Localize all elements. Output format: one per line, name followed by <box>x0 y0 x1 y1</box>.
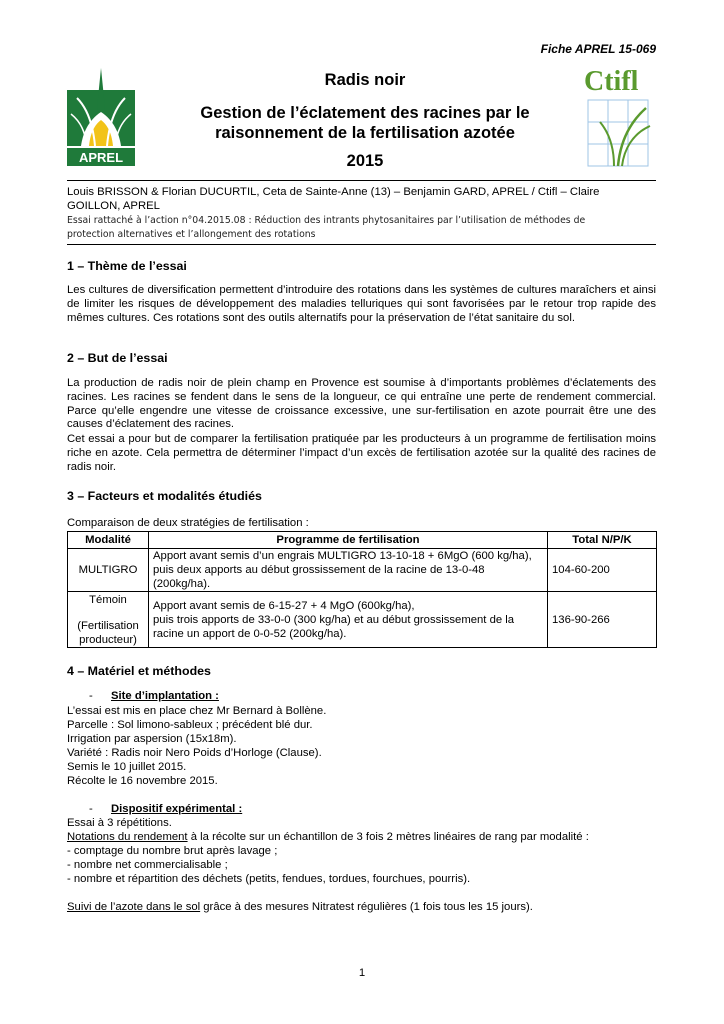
aprel-logo <box>67 68 135 166</box>
cell-total: 136-90-266 <box>548 592 657 648</box>
site-line: Parcelle : Sol limono-sableux ; précédent blé dur. <box>67 719 313 731</box>
fiche-reference: Fiche APREL 15-069 <box>540 42 656 56</box>
table-row <box>68 592 657 648</box>
aprel-logo-text: APREL <box>78 150 124 165</box>
action-note <box>67 214 656 242</box>
site-heading-text: Site d’implantation : <box>111 690 219 702</box>
cell-modalite <box>68 592 149 648</box>
authors-rule <box>67 244 656 245</box>
col-header-programme: Programme de fertilisation <box>149 532 548 549</box>
cell-programme-line-2: puis trois apports de 33-0-0 (300 kg/ha) et au début grossissement de la racine un apport de 0-0-52 (200kg/ha). <box>153 613 515 640</box>
table-caption: Comparaison de deux stratégies de fertilisation : <box>67 517 309 529</box>
fertilisation-table <box>67 531 657 648</box>
ctifl-logo <box>584 64 656 168</box>
cell-total: 104-60-200 <box>548 549 657 592</box>
table-header-row <box>68 532 657 549</box>
cell-programme-line-1: Apport avant semis de 6-15-27 + 4 MgO (600kg/ha), <box>153 599 415 612</box>
title-line-1: Gestion de l’éclatement des racines par le <box>200 104 530 122</box>
suivi-line <box>67 901 533 915</box>
notations-line <box>67 831 589 845</box>
site-line: Semis le 10 juillet 2015. <box>67 761 187 773</box>
section-4-heading: 4 – Matériel et méthodes <box>67 664 211 678</box>
dispositif-heading: - Dispositif expérimental : <box>89 803 243 815</box>
cell-programme <box>149 592 548 648</box>
site-heading: - Site d’implantation : <box>89 690 219 702</box>
cell-modalite: MULTIGRO <box>68 549 149 592</box>
notations-text: à la récolte sur un échantillon de 3 fois 2 mètres linéaires de rang par modalité : <box>187 831 589 843</box>
cell-programme: Apport avant semis d’un engrais MULTIGRO 13-10-18 + 6MgO (600 kg/ha), puis deux apports au début grossissement de la racine de 13-0-48 (200kg/ha). <box>149 549 548 592</box>
table-row <box>68 549 657 592</box>
site-line: L’essai est mis en place chez Mr Bernard à Bollène. <box>67 705 327 717</box>
cell-modalite-sub: (Fertilisation producteur) <box>77 619 139 646</box>
action-note-line-1: Essai rattaché à l’action n°04.2015.08 : Réduction des intrants phytosanitaires par l’utilisation de méthodes de <box>67 215 586 226</box>
notations-underlined: Notations du rendement <box>67 831 188 843</box>
header-rule <box>67 180 656 181</box>
section-3-heading: 3 – Facteurs et modalités étudiés <box>67 489 262 503</box>
section-2-para-2: Cet essai a pour but de comparer la fertilisation pratiquée par les producteurs à un programme de fertilisation moins riche en azote. Cela permettra de déterminer l’impact d’un excès de fertilisation azotée sur la qualité des racines de radis noir. <box>67 433 656 473</box>
col-header-total: Total N/P/K <box>548 532 657 549</box>
authors-line-2: GOILLON, APREL <box>67 200 160 212</box>
notations-item: - nombre et répartition des déchets (petits, fendues, tordues, fourchues, pourris). <box>67 873 471 885</box>
suivi-text: grâce à des mesures Nitratest régulières (1 fois tous les 15 jours). <box>200 901 533 913</box>
title-year: 2015 <box>346 152 384 170</box>
site-line: Récolte le 16 novembre 2015. <box>67 775 218 787</box>
authors <box>67 185 656 213</box>
title-product: Radis noir <box>324 71 406 89</box>
section-2-heading: 2 – But de l’essai <box>67 351 168 365</box>
site-line: Irrigation par aspersion (15x18m). <box>67 733 237 745</box>
suivi-underlined: Suivi de l’azote dans le sol <box>67 901 201 913</box>
ctifl-logo-text: Ctifl <box>584 66 639 97</box>
site-line: Variété : Radis noir Nero Poids d’Horloge (Clause). <box>67 747 322 759</box>
cell-modalite-name: Témoin <box>89 593 127 606</box>
notations-item: - nombre net commercialisable ; <box>67 859 228 871</box>
dispositif-line: Essai à 3 répétitions. <box>67 817 172 829</box>
section-2-para-1: La production de radis noir de plein champ en Provence est soumise à d’importants problèmes d’éclatements des racines. Les racines se fendent dans le sens de la longueur, ce qui entraîne une perte de rendement commercial. Parce qu’elle engendre une vitesse de croissance excessive, une sur-fertilisation en azote pourrait être une des causes d’éclatement des racines. <box>67 377 656 431</box>
page-number: 1 <box>358 967 366 979</box>
action-note-line-2: protection alternatives et l’allongement des rotations <box>67 229 316 240</box>
section-1-text: Les cultures de diversification permettent d’introduire des rotations dans les systèmes de cultures maraîchers et ainsi de limiter les risques de développement des maladies telluriques qui sont favorisées par le retour trop rapide des mêmes cultures. Ces rotations sont des outils alternatifs pour la préservation de l’état sanitaire du sol. <box>67 284 656 324</box>
authors-line-1: Louis BRISSON & Florian DUCURTIL, Ceta de Sainte-Anne (13) – Benjamin GARD, APREL / Ctifl – Claire <box>67 186 600 198</box>
notations-item: - comptage du nombre brut après lavage ; <box>67 845 278 857</box>
dispositif-heading-text: Dispositif expérimental : <box>111 803 243 815</box>
col-header-modalite: Modalité <box>68 532 149 549</box>
title-line-2: raisonnement de la fertilisation azotée <box>215 124 515 142</box>
section-1-heading: 1 – Thème de l’essai <box>67 259 187 273</box>
